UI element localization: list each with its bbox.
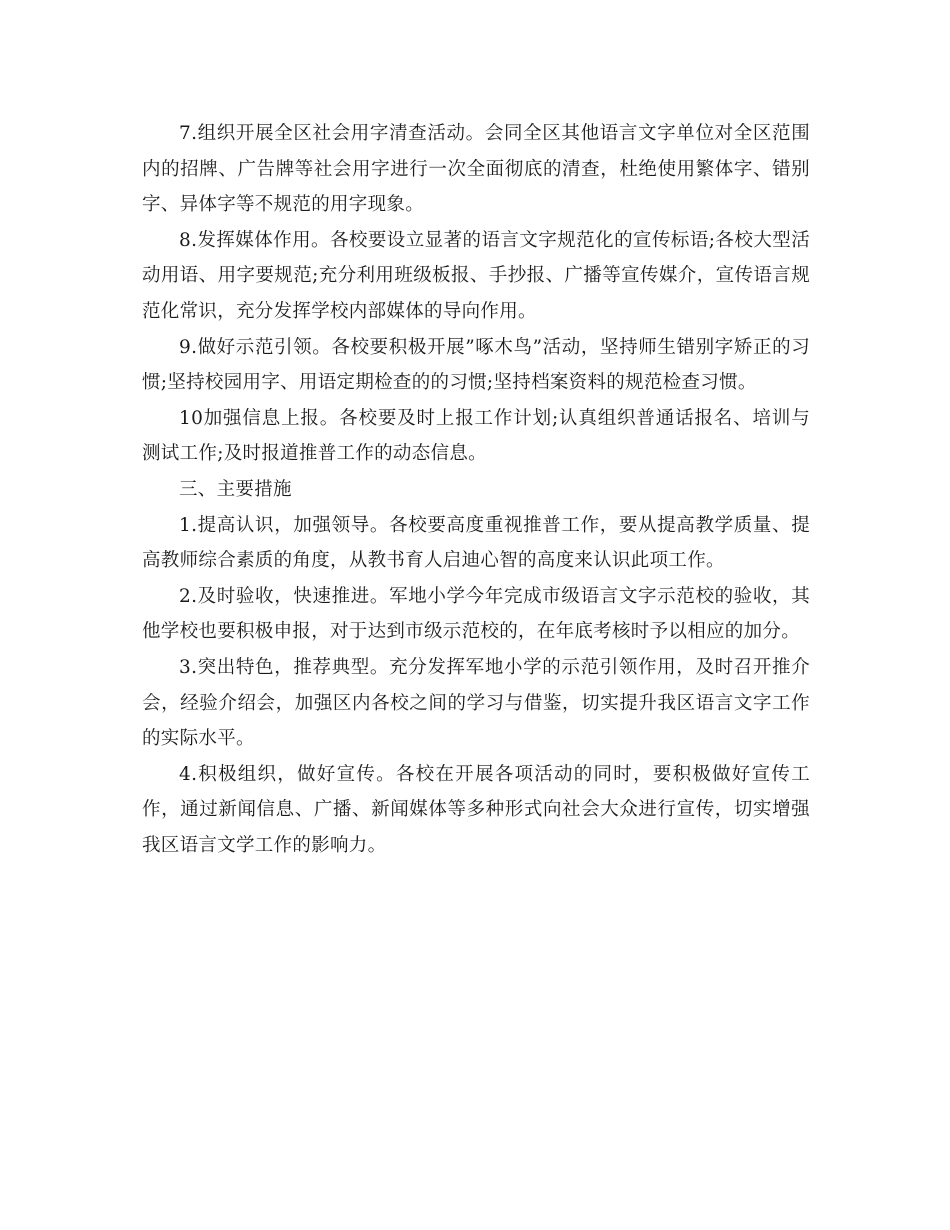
- section-heading-main-measures: 三、主要措施: [179, 478, 292, 500]
- paragraph-item-7: 7.组织开展全区社会用字清查活动。会同全区其他语言文字单位对全区范围内的招牌、广告牌等社会用字进行一次全面彻底的清查，杜绝使用繁体字、错别字、异体字等不规范的用字现象。: [142, 123, 810, 216]
- paragraph-item-8: 8.发挥媒体作用。各校要设立显著的语言文字规范化的宣传标语;各校大型活动用语、用字要规范;充分利用班级板报、手抄报、广播等宣传媒介，宣传语言规范化常识，充分发挥学校内部媒体的导向作用。: [142, 229, 810, 322]
- document-body: [142, 116, 810, 863]
- paragraph-item-10: 10加强信息上报。各校要及时上报工作计划;认真组织普通话报名、培训与测试工作;及时报道推普工作的动态信息。: [142, 407, 810, 465]
- paragraph-item-9: 9.做好示范引领。各校要积极开展”啄木鸟”活动，坚持师生错别字矫正的习惯;坚持校园用字、用语定期检查的的习惯;坚持档案资料的规范检查习惯。: [142, 336, 810, 394]
- measure-item-4: 4.积极组织，做好宣传。各校在开展各项活动的同时，要积极做好宣传工作，通过新闻信息、广播、新闻媒体等多种形式向社会大众进行宣传，切实增强我区语言文学工作的影响力。: [142, 763, 810, 856]
- measure-item-2: 2.及时验收，快速推进。军地小学今年完成市级语言文字示范校的验收，其他学校也要积极申报，对于达到市级示范校的，在年底考核时予以相应的加分。: [142, 585, 810, 643]
- measure-item-1: 1.提高认识，加强领导。各校要高度重视推普工作，要从提高教学质量、提高教师综合素质的角度，从教书育人启迪心智的高度来认识此项工作。: [142, 514, 810, 572]
- measure-item-3: 3.突出特色，推荐典型。充分发挥军地小学的示范引领作用，及时召开推介会，经验介绍会，加强区内各校之间的学习与借鉴，切实提升我区语言文字工作的实际水平。: [142, 656, 810, 750]
